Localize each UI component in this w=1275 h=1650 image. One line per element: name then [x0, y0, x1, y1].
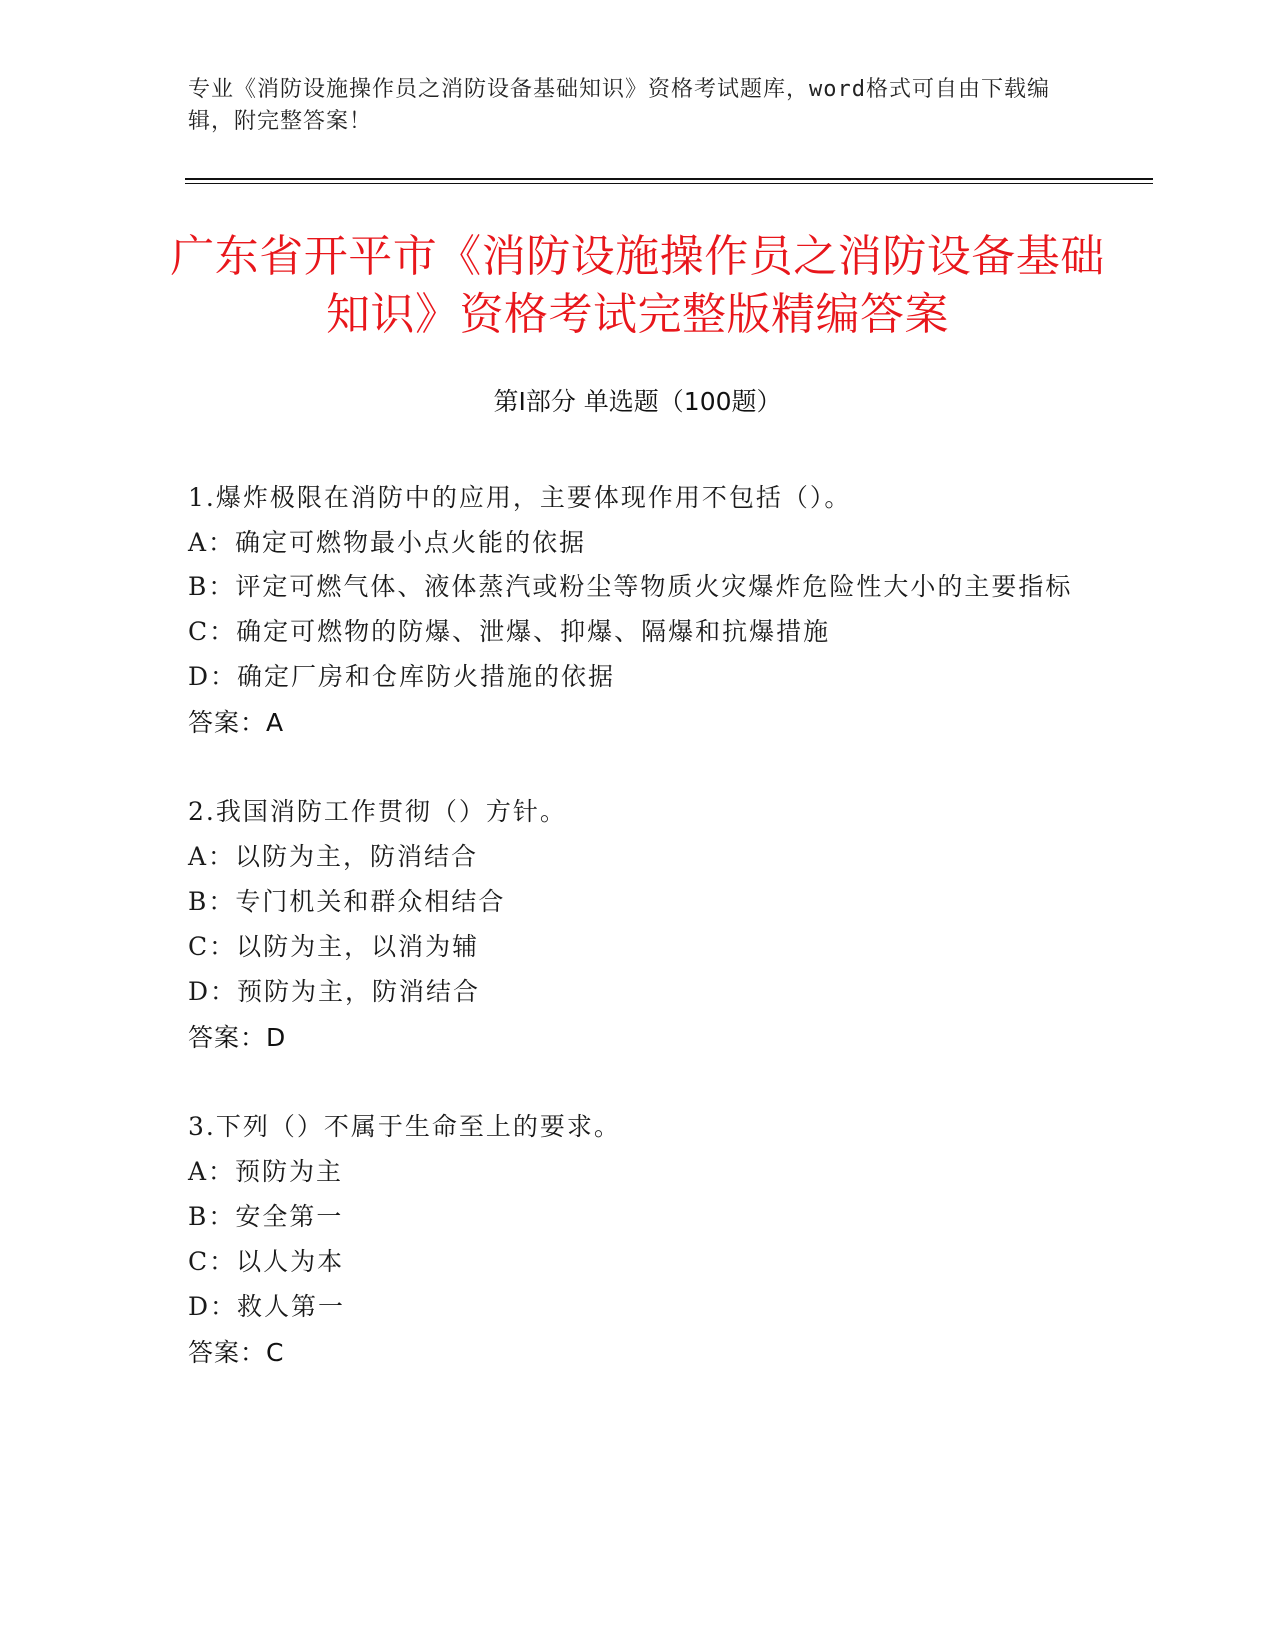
- question-list: [188, 475, 1088, 1419]
- option-a: A：确定可燃物最小点火能的依据: [188, 528, 587, 557]
- header-divider-thick: [185, 178, 1153, 180]
- option-d: D：预防为主，防消结合: [188, 977, 481, 1006]
- option-b: B：专门机关和群众相结合: [188, 887, 506, 916]
- question-1: [188, 475, 1088, 747]
- question-3: [188, 1104, 1088, 1377]
- document-title: 广东省开平市《消防设施操作员之消防设备基础知识》资格考试完整版精编答案: [170, 231, 1105, 340]
- question-2: [188, 789, 1088, 1062]
- answer: 答案：C: [188, 1338, 285, 1367]
- option-c: C：以人为本: [188, 1247, 345, 1276]
- option-d: D：救人第一: [188, 1292, 346, 1321]
- option-a: A：预防为主: [188, 1157, 344, 1186]
- option-c: C：确定可燃物的防爆、泄爆、抑爆、隔爆和抗爆措施: [188, 617, 831, 646]
- header-divider-thin: [185, 183, 1153, 184]
- option-b: B：安全第一: [188, 1202, 344, 1231]
- answer: 答案：A: [188, 708, 285, 737]
- option-d: D：确定厂房和仓库防火措施的依据: [188, 662, 616, 691]
- option-b: B：评定可燃气体、液体蒸汽或粉尘等物质火灾爆炸危险性大小的主要指标: [188, 572, 1073, 601]
- question-stem: 1.爆炸极限在消防中的应用，主要体现作用不包括（）。: [188, 483, 852, 512]
- question-stem: 2.我国消防工作贯彻（）方针。: [188, 797, 567, 826]
- option-c: C：以防为主，以消为辅: [188, 932, 480, 961]
- option-a: A：以防为主，防消结合: [188, 842, 479, 871]
- answer: 答案：D: [188, 1023, 287, 1052]
- section-heading: 第Ⅰ部分 单选题（100题）: [493, 387, 782, 416]
- question-stem: 3.下列（）不属于生命至上的要求。: [188, 1112, 621, 1141]
- header-note: 专业《消防设施操作员之消防设备基础知识》资格考试题库，word格式可自由下载编辑，附完整答案！: [188, 77, 1050, 134]
